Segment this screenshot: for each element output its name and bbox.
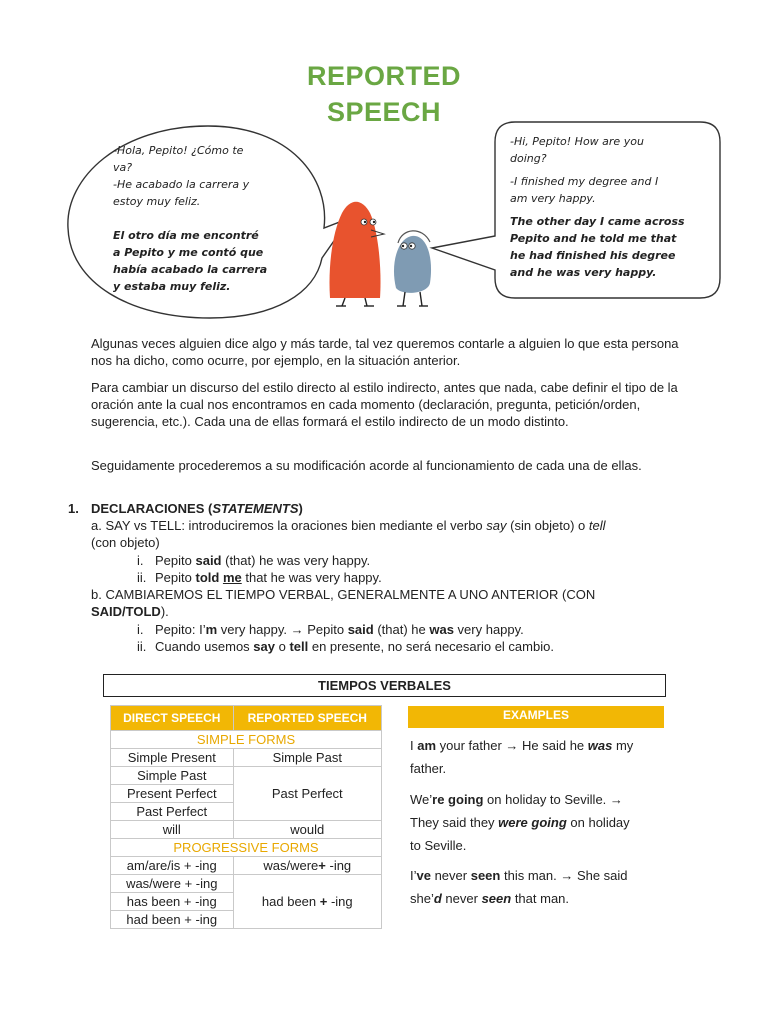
right-bubble-line: -Hi, Pepito! How are you <box>510 135 644 148</box>
right-bubble-bold-line: and he was very happy. <box>510 266 657 279</box>
left-bubble-line: -He acabado la carrera y <box>113 178 250 191</box>
progressive-forms-label: PROGRESSIVE FORMS <box>111 839 382 857</box>
example-2: We’re going on holiday to Seville. → They said they were going on holiday to Seville. <box>410 792 630 853</box>
section-heading: DECLARACIONES (STATEMENTS) <box>91 501 303 516</box>
point-a-i-number: i. <box>137 553 144 568</box>
simple-forms-label: SIMPLE FORMS <box>111 731 382 749</box>
right-bubble-text <box>510 133 685 281</box>
point-b-i: Pepito: I’m very happy. → Pepito said (that) he was very happy. <box>155 622 524 637</box>
table-cell: was/were + -ing <box>111 875 234 893</box>
point-b-ii: Cuando usemos say o tell en presente, no será necesario el cambio. <box>155 639 554 654</box>
col-header-direct: DIRECT SPEECH <box>111 706 234 731</box>
table-cell: Simple Present <box>111 749 234 767</box>
example-1: I am your father → He said he was my father. <box>410 738 634 776</box>
tiempos-verbales-banner: TIEMPOS VERBALES <box>103 674 666 697</box>
right-bubble-bold-line: Pepito and he told me that <box>510 232 677 245</box>
table-cell: will <box>111 821 234 839</box>
left-bubble-bold-line: había acabado la carrera <box>113 263 268 276</box>
intro-paragraph-1: Algunas veces alguien dice algo y más tarde, tal vez queremos contarle a alguien lo que esta persona nos ha dicho, como ocurre, por ejemplo, en la situación anterior. <box>91 336 679 368</box>
right-bubble-line: am very happy. <box>510 192 596 205</box>
right-bubble-line: doing? <box>510 152 547 165</box>
point-a-ii: Pepito told me that he was very happy. <box>155 570 382 585</box>
table-cell: Past Perfect <box>111 803 234 821</box>
examples-header: EXAMPLES <box>408 706 664 728</box>
point-a-ii-number: ii. <box>137 570 147 585</box>
table-cell: has been + -ing <box>111 893 234 911</box>
page-title-line1: REPORTED <box>306 61 462 91</box>
table-cell: Past Perfect <box>233 767 381 821</box>
example-3: I’ve never seen this man. → She said she’d never seen that man. <box>410 868 628 906</box>
table-cell: would <box>233 821 381 839</box>
point-a-line1: a. SAY vs TELL: introduciremos la oraciones bien mediante el verbo say (sin objeto) o tell <box>91 518 606 533</box>
right-bubble-line: -I finished my degree and I <box>510 175 659 188</box>
col-header-reported: REPORTED SPEECH <box>233 706 381 731</box>
left-bubble-text <box>113 142 267 295</box>
point-a-i: Pepito said (that) he was very happy. <box>155 553 371 568</box>
point-a-line2: (con objeto) <box>91 535 160 550</box>
left-bubble-bold-line: a Pepito y me contó que <box>113 246 264 259</box>
table-cell: had been + -ing <box>111 911 234 929</box>
section-number: 1. <box>68 501 79 516</box>
verb-tense-table <box>110 705 382 929</box>
right-bubble-bold-line: The other day I came across <box>510 215 685 228</box>
left-bubble-bold-line: y estaba muy feliz. <box>113 280 231 293</box>
intro-paragraph-2: Para cambiar un discurso del estilo directo al estilo indirecto, antes que nada, cabe definir el tipo de la oración ante la cual nos encontramos en cada momento (declaración, pregunta, petición/orden, sugerencia, etc.). Cada una de ellas formará el estilo indirecto de un modo distinto. <box>91 380 678 429</box>
point-b-ii-number: ii. <box>137 639 147 654</box>
table-cell: Present Perfect <box>111 785 234 803</box>
right-bubble-bold-line: he had finished his degree <box>510 249 676 262</box>
table-cell: had been + -ing <box>233 875 381 929</box>
table-cell: am/are/is + -ing <box>111 857 234 875</box>
table-cell: Simple Past <box>233 749 381 767</box>
left-bubble-bold-line: El otro día me encontré <box>113 229 259 242</box>
blue-character <box>394 231 431 306</box>
intro-paragraph-3: Seguidamente procederemos a su modificación acorde al funcionamiento de cada una de ellas. <box>91 458 642 473</box>
red-character <box>330 202 385 306</box>
left-bubble-line: -Hola, Pepito! ¿Cómo te <box>113 144 244 157</box>
table-cell: Simple Past <box>111 767 234 785</box>
table-cell: was/were+ -ing <box>233 857 381 875</box>
point-b-i-number: i. <box>137 622 144 637</box>
page-title-line2: SPEECH <box>326 97 442 127</box>
left-bubble-line: estoy muy feliz. <box>113 195 201 208</box>
point-b-line1: b. CAMBIAREMOS EL TIEMPO VERBAL, GENERALMENTE A UNO ANTERIOR (CON <box>91 587 596 602</box>
point-b-line2: SAID/TOLD). <box>91 604 169 619</box>
left-bubble-line: va? <box>113 161 133 174</box>
